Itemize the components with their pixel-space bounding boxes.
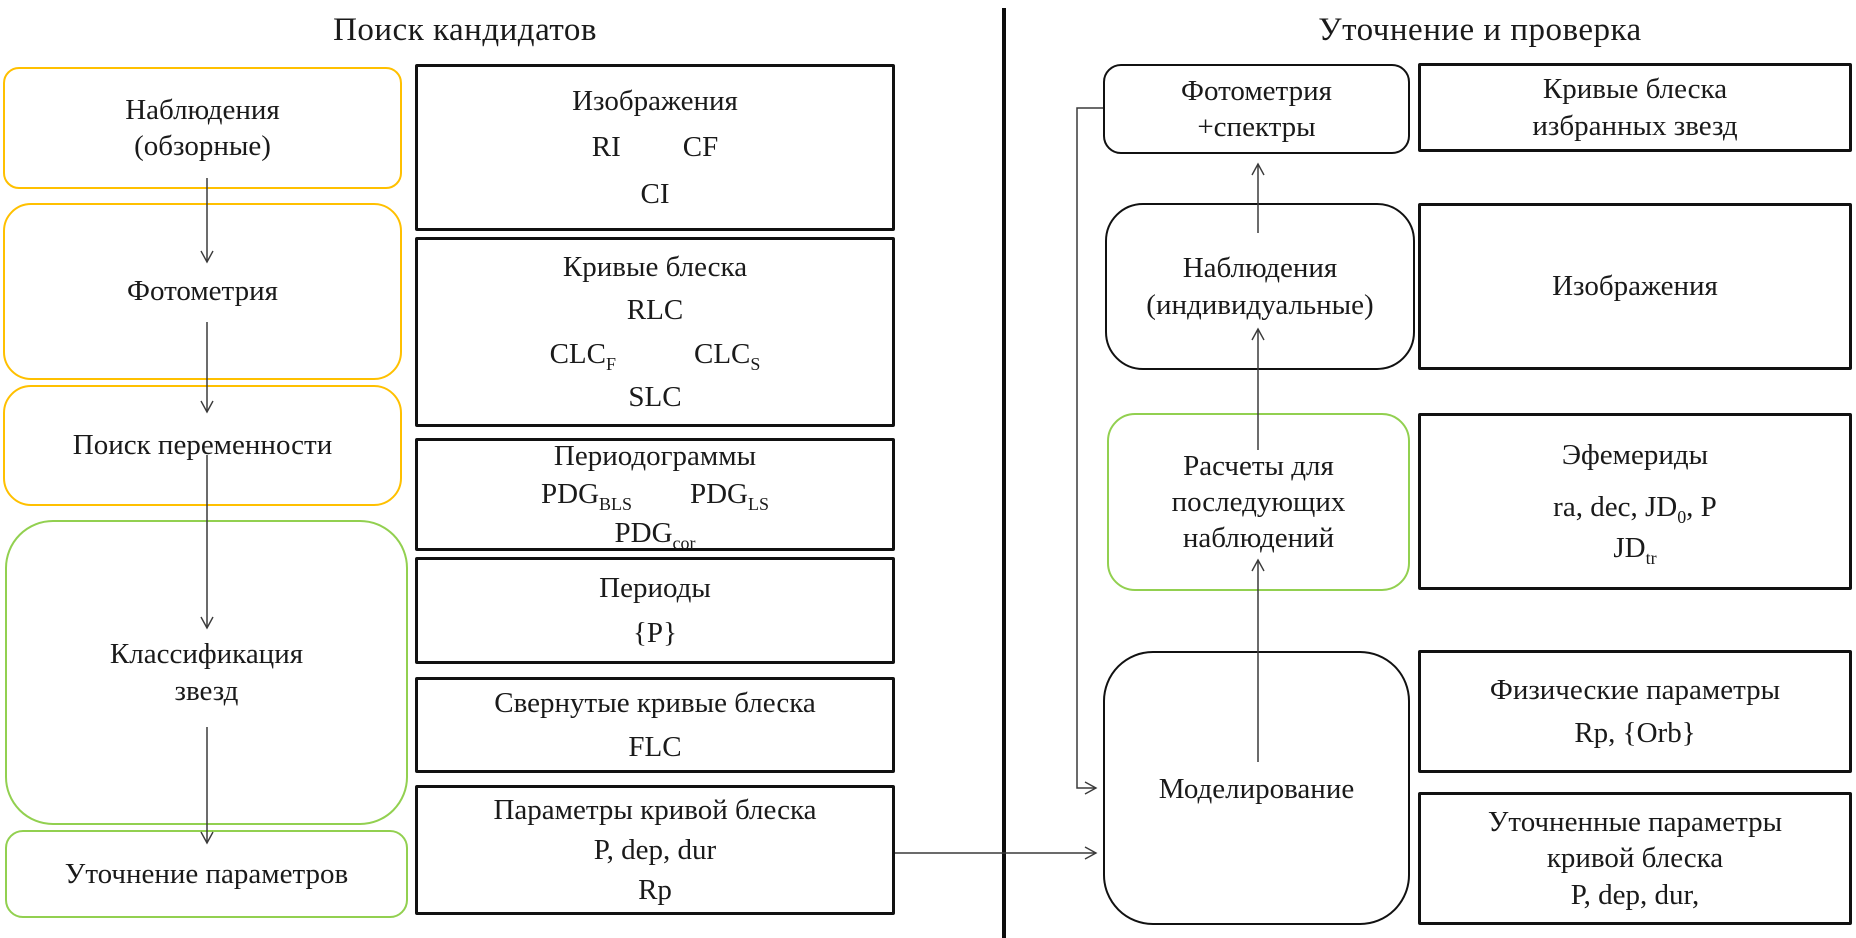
code-label: Rp, {Orb} xyxy=(1574,716,1696,749)
stage-label-line: (обзорные) xyxy=(134,130,271,162)
data-box-title: Периодограммы xyxy=(553,440,757,473)
code-subscript: tr xyxy=(1645,547,1657,568)
stage-label-line: последующих xyxy=(1171,485,1346,518)
data-box-title: избранных звезд xyxy=(1532,109,1738,142)
data-box-title: кривой блеска xyxy=(1546,842,1724,875)
code-base: PDG xyxy=(614,516,673,549)
stage-label-line: Наблюдения xyxy=(125,93,280,126)
data-box-physical-params xyxy=(1418,650,1852,773)
stage-label-line: Расчеты для xyxy=(1183,449,1334,482)
stage-photometry xyxy=(3,203,402,380)
stage-label-line: Фотометрия xyxy=(1181,74,1332,107)
code-label xyxy=(689,476,769,515)
panel-divider xyxy=(1002,8,1006,938)
right-panel-title: Уточнение и проверка xyxy=(1318,12,1642,48)
arrow-photometry-spectra-feedback-to-modeling xyxy=(1077,108,1103,788)
data-box-folded-light-curves xyxy=(415,677,895,773)
data-box-title: Свернутые кривые блеска xyxy=(494,686,816,719)
code-subscript: S xyxy=(750,353,761,374)
stage-observations-individual xyxy=(1105,203,1415,370)
code-base: PDG xyxy=(689,478,748,511)
data-box-title: Параметры кривой блеска xyxy=(493,793,817,826)
data-box-periods xyxy=(415,557,895,664)
code-row xyxy=(592,129,718,165)
code-base: JD xyxy=(1613,531,1646,564)
stage-label-line: Уточнение параметров xyxy=(64,857,349,890)
data-box-title: Физические параметры xyxy=(1489,674,1781,707)
stage-label-line: Фотометрия xyxy=(127,275,278,308)
code-base: CLC xyxy=(549,337,606,370)
stage-label-line: Классификация xyxy=(109,638,304,671)
data-box-light-curves xyxy=(415,237,895,427)
stage-label-line: +спектры xyxy=(1197,111,1316,143)
stage-label-line: Поиск переменности xyxy=(72,429,333,462)
stage-label-line: Моделирование xyxy=(1158,773,1355,805)
code-label: CF xyxy=(682,131,719,164)
code-label xyxy=(615,515,696,551)
code-subscript: F xyxy=(606,353,616,374)
data-box-light-curve-params xyxy=(415,785,895,915)
code-base: PDG xyxy=(541,478,600,511)
data-box-title: Периоды xyxy=(599,572,711,605)
code-label xyxy=(550,336,616,372)
code-label: P, dep, dur xyxy=(593,833,717,866)
code-subscript: BLS xyxy=(599,494,632,515)
code-label: P, dep, dur, xyxy=(1570,878,1700,911)
data-box-images xyxy=(415,64,895,231)
stage-photometry-spectra xyxy=(1103,64,1410,154)
stage-parameter-refinement xyxy=(5,830,408,918)
data-box-title: Изображения xyxy=(572,85,738,118)
stage-star-classification xyxy=(5,520,408,825)
stage-followup-calculations xyxy=(1107,413,1410,591)
code-label xyxy=(694,336,760,372)
stage-label-line: звезд xyxy=(174,674,239,707)
data-box-title: Кривые блеска xyxy=(562,251,748,283)
code-subscript: LS xyxy=(748,494,769,515)
code-base: , P xyxy=(1686,491,1717,524)
data-box-images-right xyxy=(1418,203,1852,370)
code-label: CI xyxy=(640,177,670,210)
code-label xyxy=(541,476,632,515)
code-label: Rp xyxy=(638,874,672,907)
code-subscript: cor xyxy=(672,532,696,553)
code-label xyxy=(1553,489,1717,528)
code-row xyxy=(541,476,769,515)
data-box-title: Изображения xyxy=(1552,270,1718,303)
code-label: RLC xyxy=(626,294,684,327)
code-label: RI xyxy=(591,131,621,164)
data-box-title: Уточненные параметры xyxy=(1487,806,1783,839)
code-base: ra, dec, JD xyxy=(1553,491,1678,524)
code-label xyxy=(1613,530,1656,566)
stage-label-line: наблюдений xyxy=(1182,522,1335,555)
code-row xyxy=(550,336,761,372)
data-box-title: Кривые блеска xyxy=(1542,73,1728,106)
stage-variability-search xyxy=(3,385,402,506)
code-label: FLC xyxy=(628,731,682,763)
data-box-refined-params xyxy=(1418,792,1852,925)
code-label: {P} xyxy=(633,616,677,649)
stage-modeling xyxy=(1103,651,1410,925)
stage-observations-survey xyxy=(3,67,402,189)
data-box-periodograms xyxy=(415,438,895,551)
code-subscript: 0 xyxy=(1677,507,1687,528)
code-label: SLC xyxy=(628,380,682,413)
data-box-ephemerides xyxy=(1418,413,1852,590)
code-base: CLC xyxy=(694,337,751,370)
stage-label-line: (индивидуальные) xyxy=(1146,288,1374,321)
data-box-selected-light-curves xyxy=(1418,63,1852,152)
data-box-title: Эфемериды xyxy=(1561,439,1709,472)
stage-label-line: Наблюдения xyxy=(1182,252,1338,285)
left-panel-title: Поиск кандидатов xyxy=(333,12,597,48)
